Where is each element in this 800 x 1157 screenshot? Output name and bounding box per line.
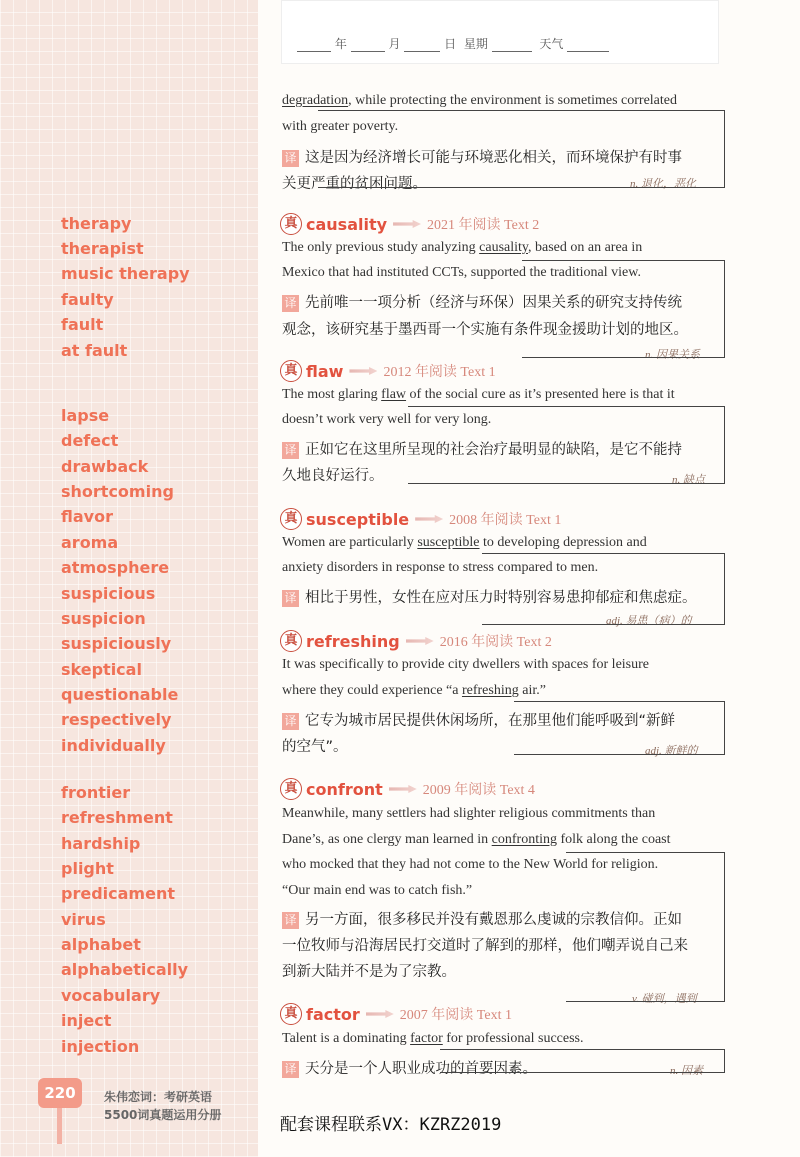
synonym-word: injection — [61, 1037, 140, 1056]
example-sentence: “Our main end was to catch fish.” — [282, 883, 473, 898]
translation-line: 译 先前唯一一项分析（经济与环保）因果关系的研究支持传统 — [282, 291, 682, 312]
date-header — [297, 35, 609, 52]
entry-header — [280, 508, 561, 530]
synonym-word: hardship — [61, 834, 141, 853]
entry-header — [280, 213, 539, 235]
translation-marker: 译 — [282, 1061, 299, 1078]
example-sentence: doesn’t work very well for very long. — [282, 412, 492, 427]
translation-marker: 译 — [282, 295, 299, 312]
date-header-box — [281, 0, 719, 64]
part-of-speech: adj. 易患（病）的 — [606, 615, 692, 627]
highlighted-word: degradation — [282, 93, 349, 108]
example-sentence: It was specifically to provide city dwellers with spaces for leisure — [282, 657, 649, 672]
synonym-word: respectively — [61, 710, 172, 729]
synonym-word: individually — [61, 736, 166, 755]
source: 2008 年阅读 Text 1 — [449, 513, 562, 528]
exam-marker: 真 — [280, 1003, 302, 1025]
book-subtitle: 5500词真题运用分册 — [104, 1108, 222, 1122]
entry-header — [280, 778, 535, 800]
translation-marker: 译 — [282, 442, 299, 459]
exam-marker: 真 — [280, 360, 302, 382]
synonym-word: suspicious — [61, 584, 156, 603]
synonym-word: drawback — [61, 457, 149, 476]
synonym-word: refreshment — [61, 808, 173, 827]
day-label: 日 — [444, 37, 457, 51]
headword: susceptible — [306, 509, 410, 529]
synonym-word: flavor — [61, 507, 113, 526]
year-label: 年 — [334, 37, 347, 51]
entry-header — [280, 360, 496, 382]
synonym-word: music therapy — [61, 264, 190, 283]
synonym-word: predicament — [61, 884, 175, 903]
exam-marker: 真 — [280, 213, 302, 235]
translation-line: 译 相比于男性，女性在应对压力时特别容易患抑郁症和焦虑症。 — [282, 586, 697, 607]
month-label: 月 — [388, 37, 401, 51]
translation-line: 到新大陆并不是为了宗教。 — [282, 964, 456, 980]
example-sentence: where they could experience “a refreshing air.” — [282, 683, 546, 698]
translation-line: 关更严重的贫困问题。 — [282, 176, 427, 192]
exam-marker: 真 — [280, 630, 302, 652]
bracket-line — [440, 1049, 725, 1073]
synonym-word: alphabetically — [61, 960, 189, 979]
entry-header — [280, 630, 552, 652]
bracket-line — [566, 852, 725, 1002]
synonym-word: questionable — [61, 685, 179, 704]
arrow-icon — [406, 637, 434, 645]
example-sentence: Mexico that had instituted CCTs, supported the traditional view. — [282, 265, 641, 280]
example-sentence: Talent is a dominating factor for professional success. — [282, 1031, 584, 1046]
bracket-line — [318, 110, 725, 188]
synonym-word: suspicion — [61, 609, 146, 628]
headword: flaw — [306, 361, 344, 381]
tree-decoration — [57, 1106, 62, 1144]
synonym-word: therapy — [61, 214, 132, 233]
source: 2012 年阅读 Text 1 — [383, 365, 496, 380]
translation-line: 译 另一方面，很多移民并没有戴恩那么虔诚的宗教信仰。正如 — [282, 908, 682, 929]
weekday-label: 星期 — [463, 37, 488, 51]
synonym-word: vocabulary — [61, 986, 161, 1005]
arrow-icon — [393, 220, 421, 228]
synonym-sidebar — [0, 0, 258, 1157]
arrow-icon — [389, 785, 417, 793]
part-of-speech: adj. 新鲜的 — [645, 745, 698, 757]
part-of-speech: n. 缺点 — [672, 474, 705, 486]
bracket-line — [408, 406, 725, 484]
translation-line: 译 天分是一个人职业成功的首要因素。 — [282, 1057, 537, 1078]
page-number: 220 — [38, 1078, 82, 1108]
part-of-speech: v. 碰到，遇到 — [632, 993, 697, 1005]
synonym-word: faulty — [61, 290, 114, 309]
entry-header — [280, 1003, 512, 1025]
example-sentence: The most glaring flaw of the social cure as it’s presented here is that it — [282, 387, 675, 402]
translation-marker: 译 — [282, 713, 299, 730]
headword: factor — [306, 1004, 360, 1024]
bracket-line — [482, 553, 725, 625]
arrow-icon — [349, 367, 377, 375]
synonym-word: suspiciously — [61, 634, 172, 653]
translation-line: 一位牧师与沿海居民打交道时了解到的那样，他们嘲弄说自己来 — [282, 938, 688, 954]
translation-marker: 译 — [282, 912, 299, 929]
translation-marker: 译 — [282, 590, 299, 607]
arrow-icon — [366, 1010, 394, 1018]
book-title: 朱伟恋词：考研英语 — [104, 1090, 213, 1104]
highlighted-word: susceptible — [417, 535, 480, 550]
arrow-icon — [415, 515, 443, 523]
source: 2021 年阅读 Text 2 — [427, 218, 540, 233]
translation-line: 的空气”。 — [282, 739, 348, 755]
highlighted-word: causality — [479, 240, 528, 255]
example-sentence: anxiety disorders in response to stress compared to men. — [282, 560, 599, 575]
part-of-speech: n. 退化，恶化 — [630, 178, 696, 190]
headword: confront — [306, 779, 383, 799]
headword: causality — [306, 214, 388, 234]
source: 2016 年阅读 Text 2 — [439, 635, 552, 650]
synonym-word: plight — [61, 859, 114, 878]
example-sentence: Dane’s, as one clergy man learned in confronting folk along the coast — [282, 832, 671, 847]
translation-line: 译 正如它在这里所呈现的社会治疗最明显的缺陷，是它不能持 — [282, 438, 682, 459]
example-sentence: who mocked that they had not come to the New World for religion. — [282, 857, 659, 872]
example-sentence: with greater poverty. — [282, 119, 399, 134]
synonym-word: defect — [61, 431, 119, 450]
bracket-line — [514, 701, 725, 755]
synonym-word: shortcoming — [61, 482, 174, 501]
highlighted-word: refreshing — [461, 683, 519, 698]
synonym-word: frontier — [61, 783, 131, 802]
translation-line: 观念，该研究基于墨西哥一个实施有条件现金援助计划的地区。 — [282, 322, 688, 338]
part-of-speech: n. 因果关系 — [645, 349, 700, 361]
synonym-word: fault — [61, 315, 104, 334]
synonym-word: at fault — [61, 341, 128, 360]
translation-line: 译 它专为城市居民提供休闲场所，在那里他们能呼吸到“新鲜 — [282, 709, 675, 730]
synonym-word: virus — [61, 910, 106, 929]
bracket-line — [522, 260, 725, 358]
source: 2009 年阅读 Text 4 — [422, 783, 535, 798]
part-of-speech: n. 因素 — [670, 1065, 703, 1077]
headword: refreshing — [306, 631, 400, 651]
synonym-word: lapse — [61, 406, 110, 425]
example-sentence: Women are particularly susceptible to developing depression and — [282, 535, 647, 550]
weather-label: 天气 — [539, 37, 564, 51]
exam-marker: 真 — [280, 508, 302, 530]
translation-line: 久地良好运行。 — [282, 468, 384, 484]
synonym-word: inject — [61, 1011, 112, 1030]
synonym-word: therapist — [61, 239, 144, 258]
highlighted-word: confronting — [491, 832, 557, 847]
footer-note: 配套课程联系VX：KZRZ2019 — [280, 1115, 502, 1135]
highlighted-word: factor — [410, 1031, 443, 1046]
translation-line: 译 这是因为经济增长可能与环境恶化相关，而环境保护有时事 — [282, 146, 682, 167]
synonym-word: alphabet — [61, 935, 141, 954]
synonym-word: atmosphere — [61, 558, 170, 577]
exam-marker: 真 — [280, 778, 302, 800]
synonym-word: skeptical — [61, 660, 142, 679]
example-sentence: The only previous study analyzing causality, based on an area in — [282, 240, 643, 255]
translation-marker: 译 — [282, 150, 299, 167]
example-sentence: Meanwhile, many settlers had slighter religious commitments than — [282, 806, 656, 821]
highlighted-word: flaw — [381, 387, 407, 402]
example-sentence: degradation, while protecting the environment is sometimes correlated — [282, 93, 677, 108]
source: 2007 年阅读 Text 1 — [399, 1008, 512, 1023]
synonym-word: aroma — [61, 533, 119, 552]
